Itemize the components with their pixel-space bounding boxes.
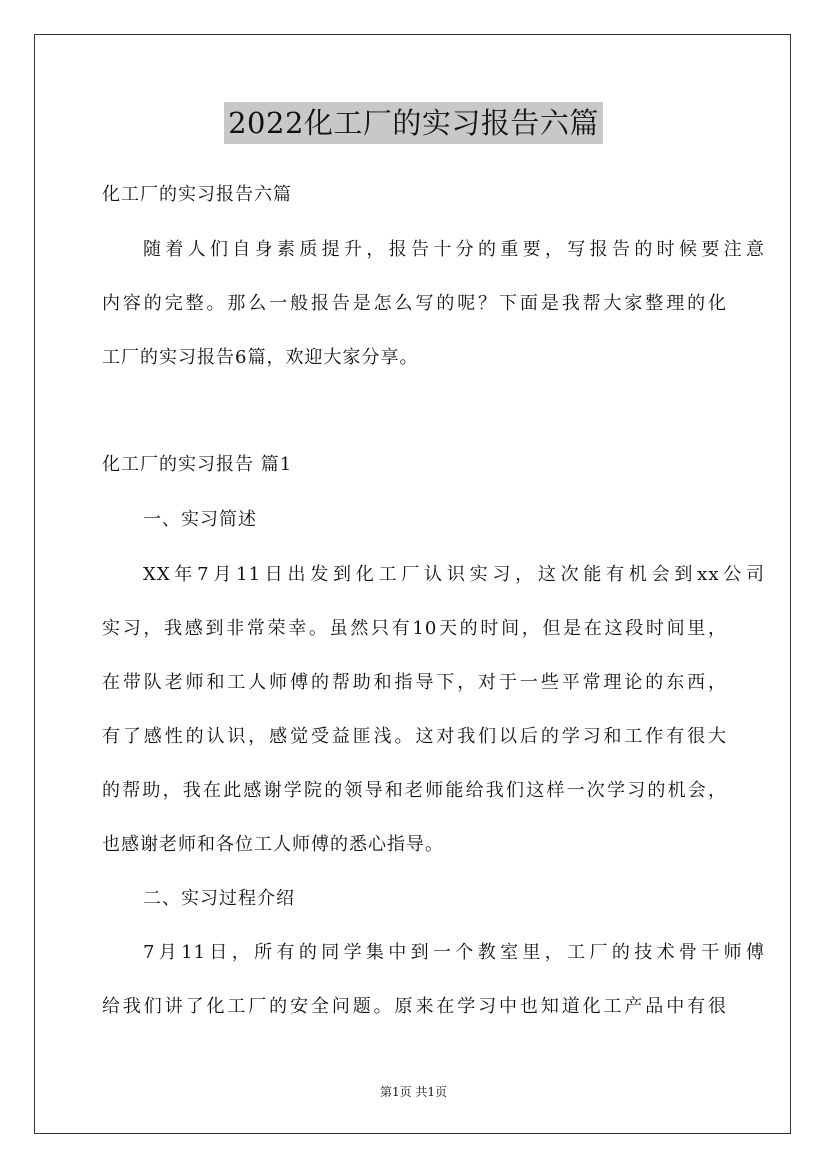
intro-line-3: 工厂的实习报告6篇，欢迎大家分享。	[102, 347, 419, 368]
document-title-wrap	[0, 102, 827, 144]
section-heading: 化工厂的实习报告 篇1	[102, 454, 293, 475]
part1-line-6: 也感谢老师和各位工人师傅的悉心指导。	[102, 834, 444, 855]
part2-heading: 二、实习过程介绍	[143, 888, 295, 909]
part1-line-1: XX年7月11日出发到化工厂认识实习，这次能有机会到xx公司	[143, 564, 765, 585]
part1-line-5: 的帮助，我在此感谢学院的领导和老师能给我们这样一次学习的机会，	[102, 780, 727, 801]
part1-line-2: 实习，我感到非常荣幸。虽然只有10天的时间，但是在这段时间里，	[102, 618, 727, 639]
part1-line-4: 有了感性的认识，感觉受益匪浅。这对我们以后的学习和工作有很大	[102, 726, 727, 747]
part1-heading: 一、实习简述	[143, 509, 257, 530]
document-subtitle: 化工厂的实习报告六篇	[102, 184, 292, 205]
page-footer: 第1页 共1页	[379, 1085, 448, 1099]
part1-line-3: 在带队老师和工人师傅的帮助和指导下，对于一些平常理论的东西，	[102, 672, 727, 693]
part2-line-2: 给我们讲了化工厂的安全问题。原来在学习中也知道化工产品中有很	[102, 996, 727, 1017]
part2-line-1: 7月11日，所有的同学集中到一个教室里，工厂的技术骨干师傅	[143, 942, 765, 963]
intro-line-1: 随着人们自身素质提升，报告十分的重要，写报告的时候要注意	[143, 239, 765, 260]
intro-line-2: 内容的完整。那么一般报告是怎么写的呢？下面是我帮大家整理的化	[102, 293, 727, 314]
document-title: 2022化工厂的实习报告六篇	[224, 102, 603, 144]
